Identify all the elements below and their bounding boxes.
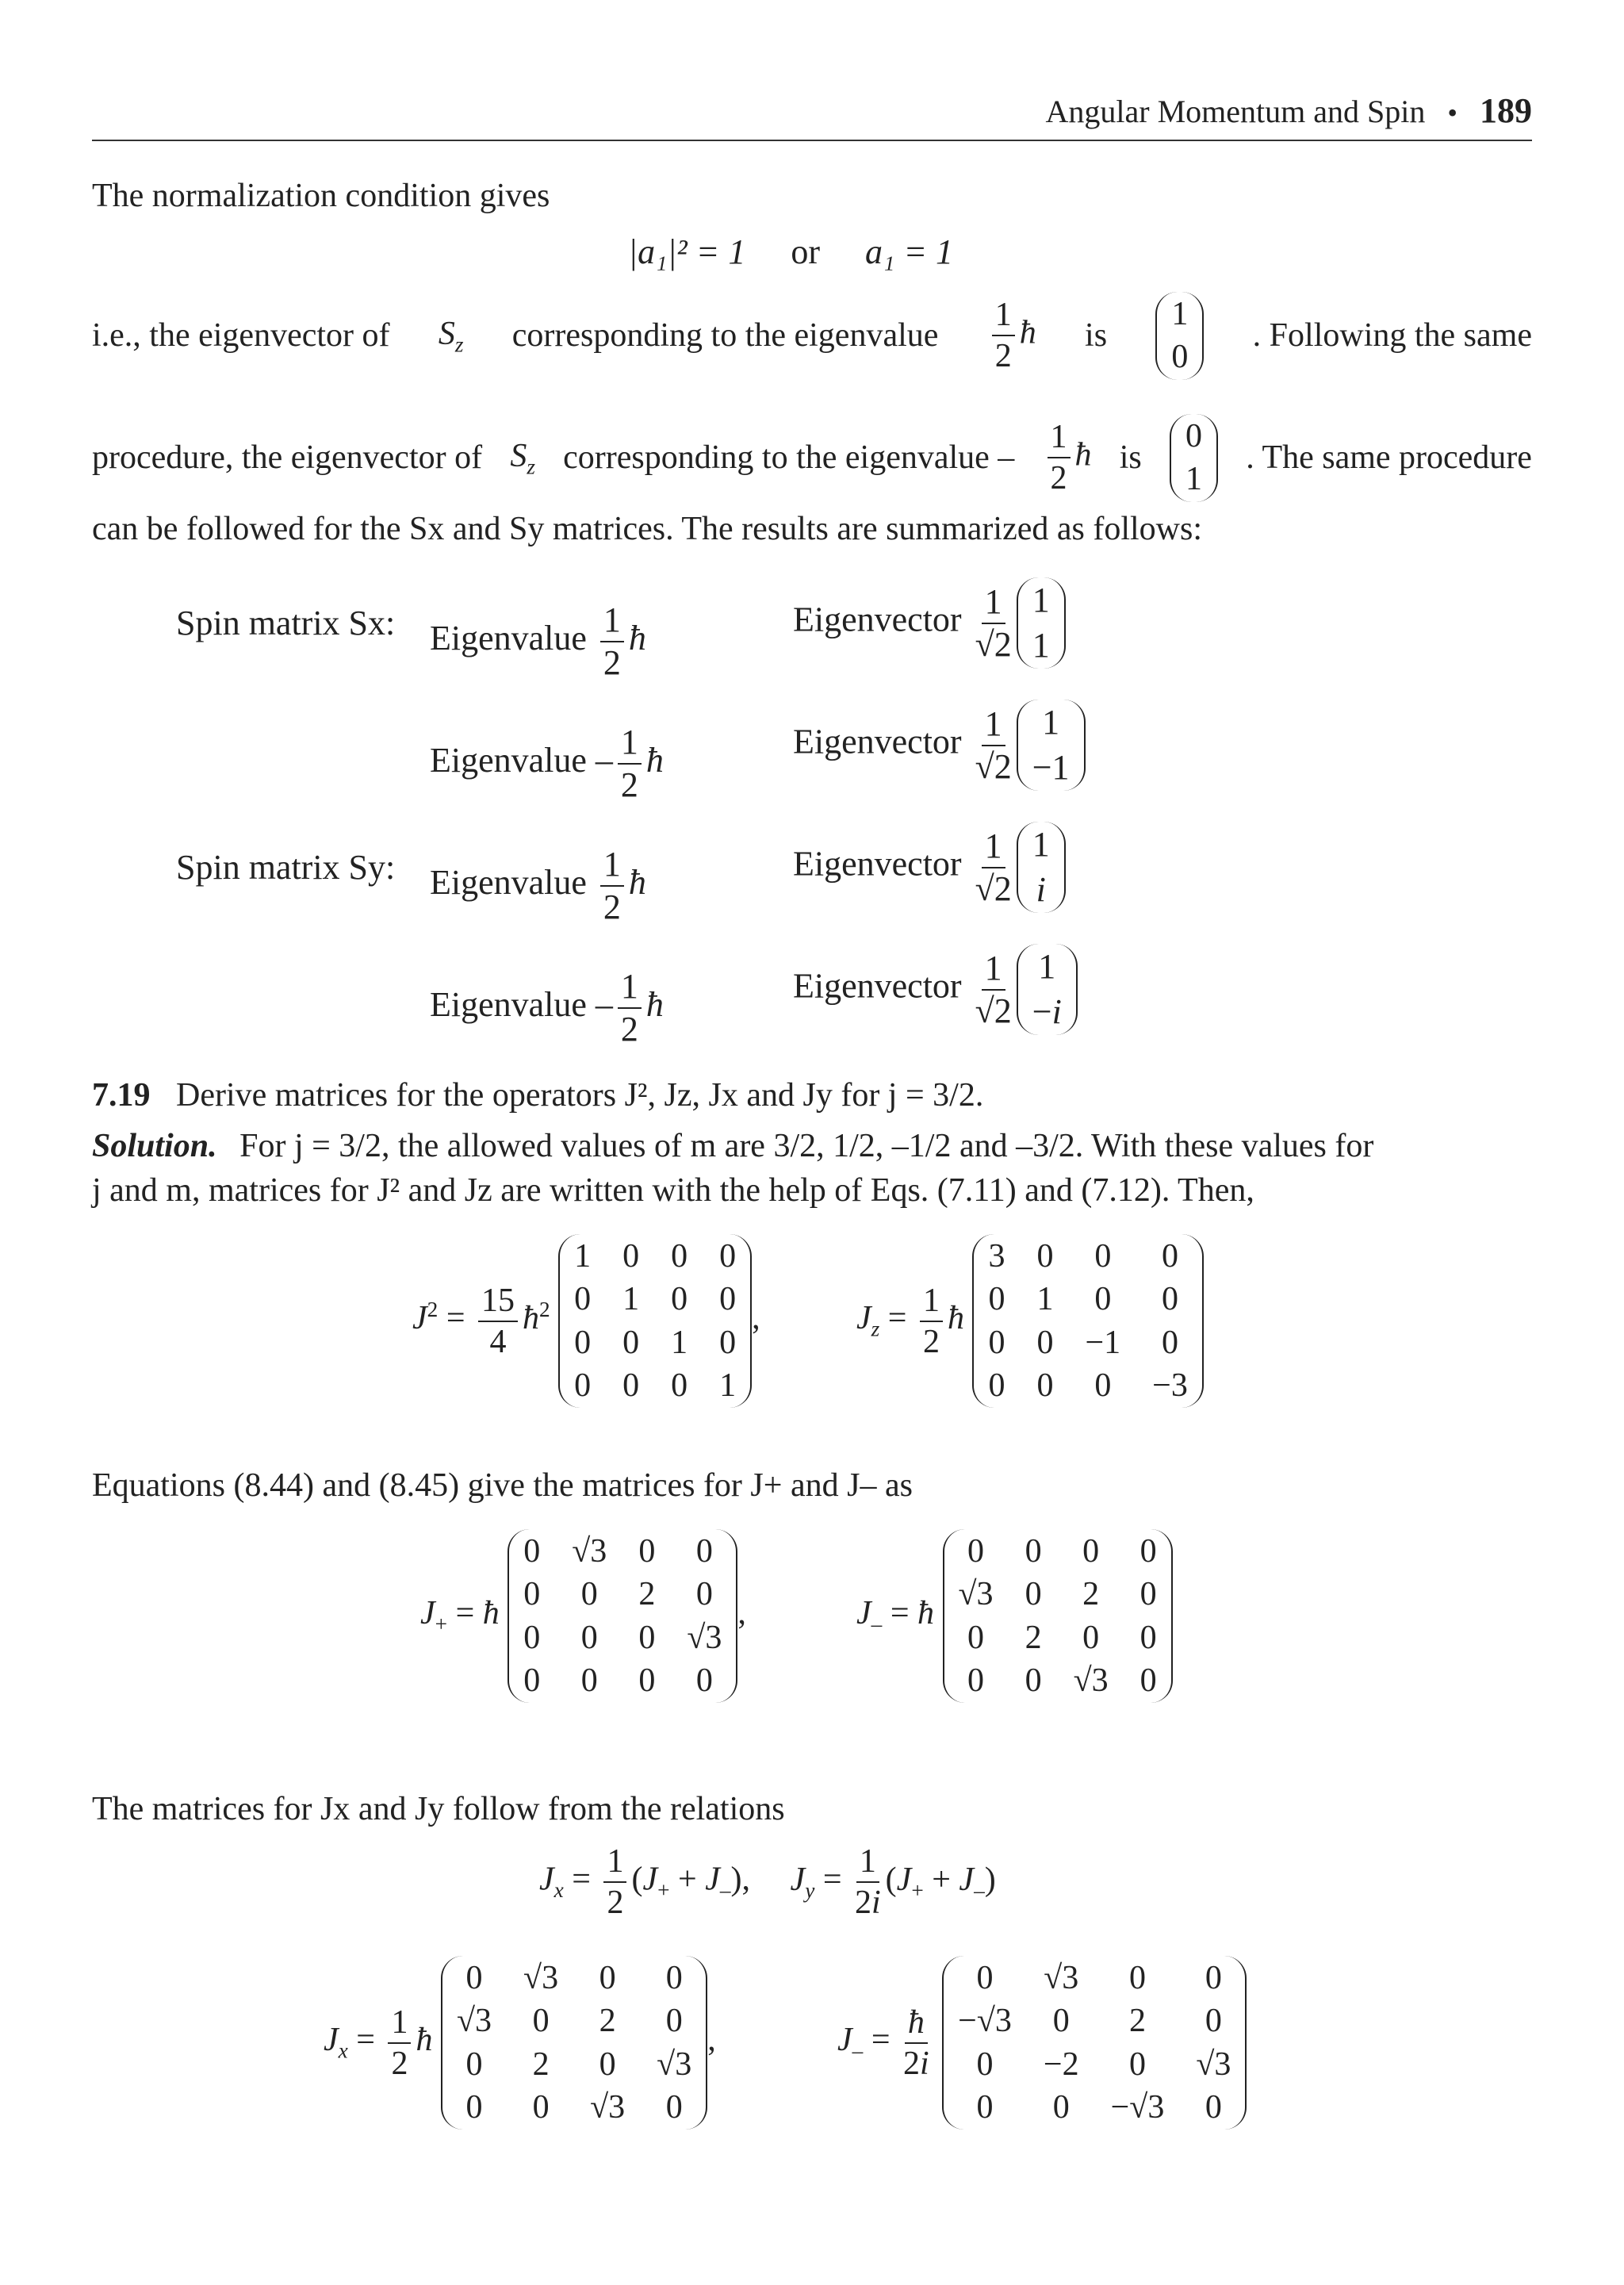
matrix-cell: −3 bbox=[1152, 1367, 1188, 1404]
norm-or: or bbox=[791, 232, 821, 271]
matrix-cell: 0 bbox=[1052, 2088, 1070, 2126]
matrix-cell: 0 bbox=[580, 1662, 598, 1699]
matrix-cell: 0 bbox=[1139, 1619, 1157, 1656]
ie-text-b: corresponding to the eigenvalue bbox=[511, 317, 939, 355]
proc-eigenvalue: $\frac{1}{2}$ ħ bbox=[1043, 420, 1092, 495]
summary-intro: can be followed for the Sx and Sy matrices. The results are summarized as follows: bbox=[92, 511, 1203, 547]
sx-label: Spin matrix Sx: bbox=[176, 604, 396, 642]
ladder-text: Equations (8.44) and (8.45) give the matrices for J+ and J– as bbox=[92, 1467, 913, 1504]
matrix-cell: 0 bbox=[988, 1324, 1005, 1361]
matrix-cell: 0 bbox=[1052, 2003, 1070, 2040]
j-plus-equation: $J_+$ = ħ 0 √3 0 0 0 0 2 0 0 0 0 √3 0 0 0 0 , bbox=[420, 1529, 746, 1703]
proc-text-a: procedure, the eigenvector of bbox=[92, 439, 483, 477]
jx-equation: $J_x$ = $\frac{1}{2}$ ħ 0 √3 0 0 √3 0 2 0 0 2 0 √3 0 0 √3 0 , bbox=[324, 1956, 716, 2130]
proc-sub: z bbox=[527, 454, 535, 479]
sx-eigenvector-minus: Eigenvector $\frac{1}{√2}$ 1 −1 bbox=[793, 700, 1086, 791]
matrix-cell: 0 bbox=[1139, 1576, 1157, 1613]
eigenvector-line-1 bbox=[92, 292, 1532, 380]
matrix-cell: 0 bbox=[665, 2088, 683, 2126]
matrix-cell: 0 bbox=[574, 1367, 592, 1404]
matrix-cell: √3 bbox=[687, 1619, 722, 1656]
matrix-cell: 2 bbox=[1128, 2003, 1146, 2040]
sy-eigenvalue-plus: Eigenvalue $\frac{1}{2}$ ħ bbox=[430, 845, 646, 926]
proc-text-c: is bbox=[1119, 439, 1142, 477]
matrix-cell: 0 bbox=[1094, 1367, 1112, 1404]
ie-text-c: is bbox=[1085, 317, 1108, 355]
matrix-cell: 0 bbox=[1025, 1533, 1042, 1570]
matrix-cell: 0 bbox=[1162, 1238, 1178, 1275]
j-squared-equation: $J^2$ = $\frac{15}{4}$ $ħ^2$ 1 0 0 0 0 1 0 0 0 0 1 0 0 0 0 1 , bbox=[412, 1234, 760, 1408]
matrix-cell: 2 bbox=[1082, 1576, 1100, 1613]
matrix-cell: 0 bbox=[1162, 1281, 1178, 1318]
j-minus-equation: $J_-$ = ħ 0 0 0 0 √3 0 2 0 0 2 0 0 0 0 √3 0 bbox=[856, 1529, 1173, 1703]
sy-eigenvector-minus: Eigenvector $\frac{1}{√2}$ 1 −i bbox=[793, 944, 1078, 1035]
matrix-cell: 0 bbox=[1205, 2088, 1222, 2126]
matrix-cell: 0 bbox=[665, 1960, 683, 1996]
matrix-cell: 0 bbox=[976, 2088, 994, 2126]
matrix-cell: 0 bbox=[574, 1324, 592, 1361]
problem-text: Derive matrices for the operators J², Jz, Jx and Jy for j = 3/2. bbox=[176, 1077, 984, 1114]
matrix-cell: √3 bbox=[1196, 2045, 1231, 2083]
matrix-cell: −1 bbox=[1085, 1324, 1121, 1361]
matrix-cell: 0 bbox=[719, 1238, 737, 1275]
matrix-cell: 0 bbox=[599, 1960, 616, 1996]
proc-text-b: corresponding to the eigenvalue – bbox=[563, 439, 1015, 477]
header-bullet: • bbox=[1447, 97, 1457, 128]
norm-rhs: a₁ = 1 bbox=[865, 232, 954, 271]
jz-matrix bbox=[972, 1234, 1203, 1408]
ie-eigenvalue: $\frac{1}{2}$ ħ bbox=[987, 298, 1036, 373]
matrix-cell: √3 bbox=[1073, 1662, 1109, 1699]
jx-matrix bbox=[441, 1956, 707, 2130]
matrix-cell: 0 bbox=[1025, 1576, 1042, 1613]
jy-matrix bbox=[942, 1956, 1247, 2130]
matrix-cell: 0 bbox=[532, 2003, 550, 2040]
matrix-cell: 0 bbox=[622, 1324, 640, 1361]
eigenvector-line-2 bbox=[92, 414, 1532, 502]
matrix-cell: 0 bbox=[719, 1281, 737, 1318]
matrix-cell: 0 bbox=[532, 2088, 550, 2126]
matrix-cell: 0 bbox=[1205, 1960, 1222, 1996]
matrix-cell: 0 bbox=[671, 1367, 688, 1404]
matrix-cell: 0 bbox=[988, 1281, 1005, 1318]
jy-equation: $J_-$ = $\frac{ħ}{2i}$ 0 √3 0 0 −√3 0 2 0 0 −2 0 √3 0 0 −√3 0 bbox=[837, 1956, 1247, 2130]
ie-s: S bbox=[438, 315, 455, 352]
matrix-cell: 0 bbox=[1205, 2003, 1222, 2040]
matrix-cell: 0 bbox=[1082, 1619, 1100, 1656]
matrix-cell: 0 bbox=[622, 1238, 640, 1275]
matrix-cell: −√3 bbox=[958, 2003, 1012, 2040]
matrix-cell: 0 bbox=[671, 1238, 688, 1275]
matrix-cell: 0 bbox=[523, 1533, 541, 1570]
matrix-cell: −2 bbox=[1043, 2045, 1079, 2083]
matrix-cell: 0 bbox=[1128, 1960, 1146, 1996]
matrix-cell: 0 bbox=[1139, 1533, 1157, 1570]
matrix-cell: 2 bbox=[532, 2045, 550, 2083]
matrix-cell: 0 bbox=[465, 2045, 483, 2083]
spin-down-vector: 0 1 bbox=[1170, 414, 1218, 502]
matrix-cell: 0 bbox=[523, 1576, 541, 1613]
matrix-cell: 0 bbox=[976, 1960, 994, 1996]
matrix-cell: 1 bbox=[671, 1324, 688, 1361]
normalization-equation bbox=[628, 232, 953, 274]
spin-up-vector: 1 0 bbox=[1155, 292, 1204, 380]
matrix-cell: √3 bbox=[590, 2088, 626, 2126]
relations-text: The matrices for Jx and Jy follow from the relations bbox=[92, 1791, 785, 1827]
solution-text-1: For j = 3/2, the allowed values of m are 3/2, 1/2, –1/2 and –3/2. With these values for bbox=[239, 1128, 1374, 1164]
sy-eigenvalue-minus: Eigenvalue – $\frac{1}{2}$ ħ bbox=[430, 967, 664, 1049]
matrix-cell: 0 bbox=[1036, 1238, 1054, 1275]
matrix-cell: 0 bbox=[599, 2045, 616, 2083]
matrix-cell: 0 bbox=[622, 1367, 640, 1404]
matrix-cell: 0 bbox=[1025, 1662, 1042, 1699]
matrix-cell: 0 bbox=[988, 1367, 1005, 1404]
matrix-cell: √3 bbox=[958, 1576, 994, 1613]
matrix-cell: 0 bbox=[695, 1576, 713, 1613]
matrix-cell: 1 bbox=[622, 1281, 640, 1318]
problem-number: 7.19 bbox=[92, 1077, 151, 1114]
matrix-cell: 0 bbox=[719, 1324, 737, 1361]
matrix-cell: 0 bbox=[695, 1662, 713, 1699]
matrix-cell: 0 bbox=[638, 1662, 656, 1699]
matrix-cell: 0 bbox=[574, 1281, 592, 1318]
solution-line-1 bbox=[92, 1126, 1532, 1166]
matrix-cell: 3 bbox=[988, 1238, 1005, 1275]
matrix-cell: 0 bbox=[1139, 1662, 1157, 1699]
sy-label: Spin matrix Sy: bbox=[176, 848, 396, 887]
proc-text-d: . The same procedure bbox=[1246, 439, 1532, 477]
ie-text-a: i.e., the eigenvector of bbox=[92, 317, 390, 355]
matrix-cell: 2 bbox=[638, 1576, 656, 1613]
ie-sub: z bbox=[454, 332, 464, 357]
matrix-cell: 1 bbox=[719, 1367, 737, 1404]
matrix-cell: 0 bbox=[465, 1960, 483, 1996]
matrix-cell: 0 bbox=[671, 1281, 688, 1318]
matrix-cell: 0 bbox=[1082, 1533, 1100, 1570]
matrix-cell: √3 bbox=[657, 2045, 692, 2083]
matrix-cell: 0 bbox=[1128, 2045, 1146, 2083]
solution-line-2: j and m, matrices for J² and Jz are written with the help of Eqs. (7.11) and (7.12). Then, bbox=[92, 1172, 1254, 1209]
matrix-cell: 0 bbox=[638, 1533, 656, 1570]
matrix-cell: 0 bbox=[465, 2088, 483, 2126]
jz-equation: $J_z$ = $\frac{1}{2}$ ħ 3 0 0 0 0 1 0 0 0 0 −1 0 0 0 0 −3 bbox=[856, 1234, 1204, 1408]
matrix-cell: 0 bbox=[967, 1619, 985, 1656]
sx-eigenvalue-plus: Eigenvalue $\frac{1}{2}$ ħ bbox=[430, 600, 646, 682]
matrix-cell: −√3 bbox=[1110, 2088, 1165, 2126]
sx-eigenvalue-minus: Eigenvalue – $\frac{1}{2}$ ħ bbox=[430, 723, 664, 804]
matrix-cell: 0 bbox=[1036, 1324, 1054, 1361]
matrix-cell: 0 bbox=[1094, 1238, 1112, 1275]
matrix-cell: 0 bbox=[665, 2003, 683, 2040]
matrix-cell: 0 bbox=[523, 1619, 541, 1656]
matrix-cell: 0 bbox=[638, 1619, 656, 1656]
ie-text-d: . Following the same bbox=[1252, 317, 1532, 355]
matrix-cell: 0 bbox=[580, 1619, 598, 1656]
matrix-cell: 0 bbox=[976, 2045, 994, 2083]
matrix-cell: √3 bbox=[1044, 1960, 1079, 1996]
matrix-cell: 0 bbox=[695, 1533, 713, 1570]
matrix-cell: 0 bbox=[967, 1662, 985, 1699]
norm-lhs: |a₁|² = 1 bbox=[628, 232, 746, 271]
jx-jy-relations: $J_x$ = $\frac{1}{2}$ $(J_+ + J_-)$, $J_y$ = $\frac{1}{2i}$ $(J_+ + J_-)$ bbox=[539, 1843, 996, 1921]
matrix-cell: 0 bbox=[967, 1533, 985, 1570]
matrix-cell: 0 bbox=[1094, 1281, 1112, 1318]
proc-s: S bbox=[510, 437, 527, 474]
page-number: 189 bbox=[1480, 91, 1532, 130]
matrix-cell: 2 bbox=[1025, 1619, 1042, 1656]
normalization-text: The normalization condition gives bbox=[92, 178, 550, 214]
j-squared-matrix bbox=[558, 1234, 752, 1408]
solution-label: Solution. bbox=[92, 1128, 217, 1164]
matrix-cell: 0 bbox=[1036, 1367, 1054, 1404]
matrix-cell: 0 bbox=[523, 1662, 541, 1699]
j-plus-matrix bbox=[508, 1529, 737, 1703]
problem-statement bbox=[92, 1075, 1532, 1115]
matrix-cell: 1 bbox=[574, 1238, 592, 1275]
header-title: Angular Momentum and Spin bbox=[1045, 94, 1426, 129]
matrix-cell: √3 bbox=[456, 2003, 492, 2040]
matrix-cell: 1 bbox=[1036, 1281, 1054, 1318]
sy-eigenvector-plus: Eigenvector $\frac{1}{√2}$ 1 i bbox=[793, 822, 1066, 913]
matrix-cell: √3 bbox=[523, 1960, 559, 1996]
matrix-cell: 0 bbox=[1162, 1324, 1178, 1361]
running-header bbox=[92, 82, 1532, 141]
matrix-cell: 2 bbox=[599, 2003, 616, 2040]
matrix-cell: √3 bbox=[572, 1533, 607, 1570]
j-minus-matrix bbox=[943, 1529, 1173, 1703]
sx-eigenvector-plus: Eigenvector $\frac{1}{√2}$ 1 1 bbox=[793, 577, 1066, 669]
matrix-cell: 0 bbox=[580, 1576, 598, 1613]
